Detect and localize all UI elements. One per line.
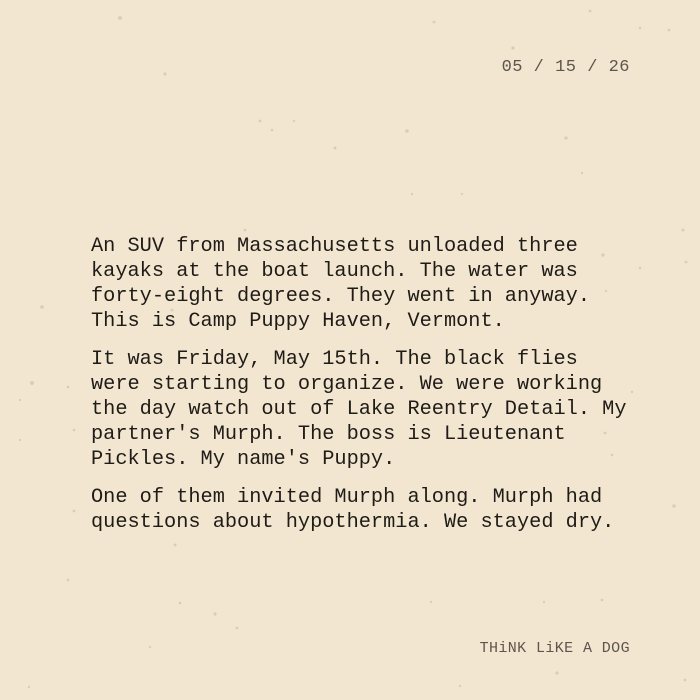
story-paragraph: It was Friday, May 15th. The black flies were starting to organize. We were working the day watch out of Lake Reentry Detail. My partner's Murph. The boss is Lieutenant Pickles. My name's Puppy. [91, 348, 627, 471]
date-stamp: 05 / 15 / 26 [501, 58, 630, 77]
story-paragraph: One of them invited Murph along. Murph had questions about hypothermia. We stayed dry. [91, 486, 615, 534]
story-body [91, 234, 631, 548]
brand-footer: THiNK LiKE A DOG [479, 640, 630, 657]
story-paragraph: An SUV from Massachusetts unloaded three kayaks at the boat launch. The water was forty-eight degrees. They went in anyway. This is Camp Puppy Haven, Vermont. [91, 235, 590, 333]
